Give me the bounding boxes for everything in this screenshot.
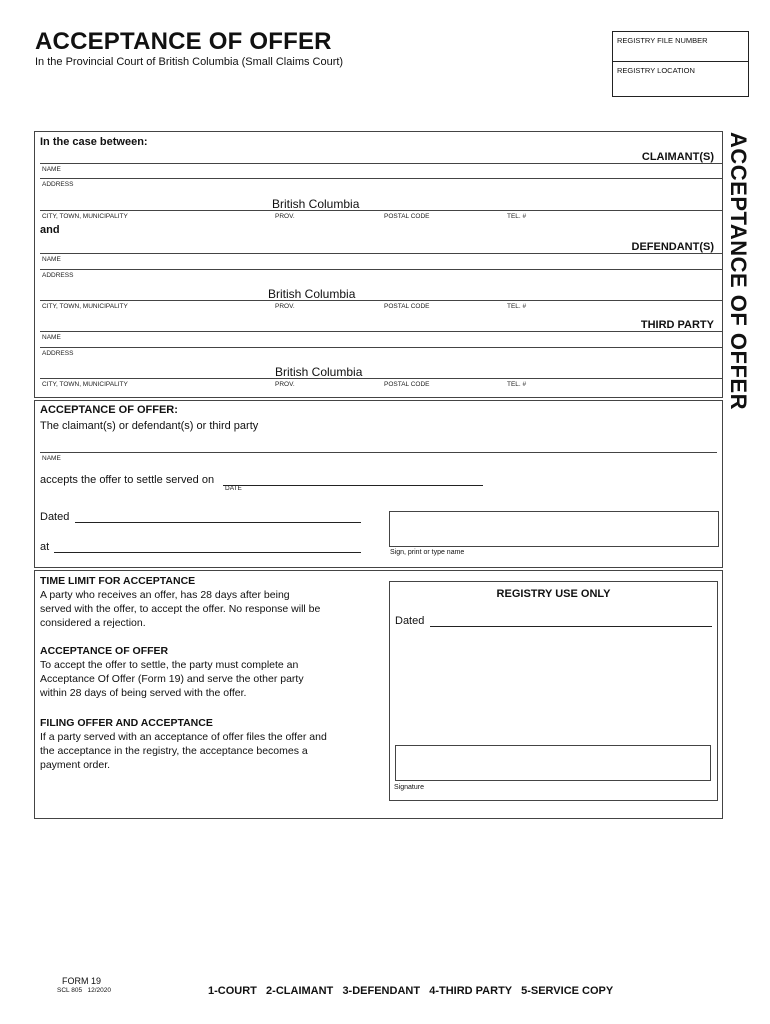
acceptance-info-heading: ACCEPTANCE OF OFFER xyxy=(40,645,169,657)
defendant-postal-label: POSTAL CODE xyxy=(384,303,430,310)
time-limit-line-1: A party who receives an offer, has 28 days after being xyxy=(40,589,290,601)
case-between-label: In the case between: xyxy=(40,136,148,148)
claimant-address-field[interactable] xyxy=(40,178,722,179)
dated-label: Dated xyxy=(40,511,70,523)
registry-file-number-field[interactable] xyxy=(612,31,749,63)
claimant-province-value: British Columbia xyxy=(272,197,360,211)
third-party-name-label: NAME xyxy=(42,334,61,341)
claimant-city-field[interactable] xyxy=(40,210,722,211)
time-limit-heading: TIME LIMIT FOR ACCEPTANCE xyxy=(40,575,196,587)
acceptance-intro: The claimant(s) or defendant(s) or third party xyxy=(40,420,259,432)
claimant-prov-label: PROV. xyxy=(275,213,295,220)
defendant-name-label: NAME xyxy=(42,256,61,263)
filing-line-3: payment order. xyxy=(40,759,111,771)
registry-use-box xyxy=(389,581,718,801)
claimant-name-field[interactable] xyxy=(40,163,722,164)
filing-heading: FILING OFFER AND ACCEPTANCE xyxy=(40,717,213,729)
filing-line-1: If a party served with an acceptance of offer files the offer and xyxy=(40,731,327,743)
third-party-province-value: British Columbia xyxy=(275,365,363,379)
served-date-field[interactable] xyxy=(223,485,483,486)
third-party-name-field[interactable] xyxy=(40,331,722,332)
registry-dated-label: Dated xyxy=(395,615,425,627)
at-label: at xyxy=(40,541,50,553)
claimant-tel-label: TEL. # xyxy=(507,213,527,220)
claimant-name-label: NAME xyxy=(42,166,61,173)
claimant-postal-label: POSTAL CODE xyxy=(384,213,430,220)
acceptance-heading: ACCEPTANCE OF OFFER: xyxy=(40,404,178,416)
third-party-tel-label: TEL. # xyxy=(507,381,527,388)
registry-location-field[interactable] xyxy=(612,61,749,97)
filing-line-2: the acceptance in the registry, the acceptance becomes a xyxy=(40,745,308,757)
sign-label: Sign, print or type name xyxy=(390,549,465,556)
dated-field[interactable] xyxy=(75,522,361,523)
third-party-prov-label: PROV. xyxy=(275,381,295,388)
acceptance-name-label: NAME xyxy=(42,455,61,462)
time-limit-line-2: served with the offer, to accept the offer. No response will be xyxy=(40,603,321,615)
form-code: SCL 805 12/2020 xyxy=(57,987,111,994)
registry-file-number-label: REGISTRY FILE NUMBER xyxy=(617,36,708,45)
at-field[interactable] xyxy=(54,552,361,553)
defendant-city-field[interactable] xyxy=(40,300,722,301)
third-party-address-field[interactable] xyxy=(40,347,722,348)
acceptance-info-line-3: within 28 days of being served with the offer. xyxy=(40,687,247,699)
acceptance-info-line-2: Acceptance Of Offer (Form 19) and serve the other party xyxy=(40,673,304,685)
side-title: ACCEPTANCE OF OFFER xyxy=(726,132,751,410)
defendant-province-value: British Columbia xyxy=(268,287,356,301)
claimant-label: CLAIMANT(S) xyxy=(641,151,714,163)
claimant-city-label: CITY, TOWN, MUNICIPALITY xyxy=(42,213,128,220)
page-subtitle: In the Provincial Court of British Columbia (Small Claims Court) xyxy=(35,56,344,68)
served-date-label: DATE xyxy=(225,485,242,492)
registry-signature-box[interactable] xyxy=(395,745,711,781)
copy-distribution: 1-COURT 2-CLAIMANT 3-DEFENDANT 4-THIRD PARTY 5-SERVICE COPY xyxy=(208,985,614,997)
acceptance-name-field[interactable] xyxy=(40,452,717,453)
registry-location-label: REGISTRY LOCATION xyxy=(617,66,695,75)
third-party-postal-label: POSTAL CODE xyxy=(384,381,430,388)
defendant-label: DEFENDANT(S) xyxy=(631,241,714,253)
defendant-address-field[interactable] xyxy=(40,269,722,270)
third-party-city-label: CITY, TOWN, MUNICIPALITY xyxy=(42,381,128,388)
parties-section xyxy=(34,131,723,398)
third-party-label: THIRD PARTY xyxy=(640,319,714,331)
registry-signature-label: Signature xyxy=(394,784,424,791)
third-party-city-field[interactable] xyxy=(40,378,722,379)
registry-dated-field[interactable] xyxy=(430,626,712,627)
page-title: ACCEPTANCE OF OFFER xyxy=(35,28,332,55)
acceptance-section xyxy=(34,400,723,568)
defendant-address-label: ADDRESS xyxy=(42,272,74,279)
and-label: and xyxy=(40,224,60,236)
claimant-address-label: ADDRESS xyxy=(42,181,74,188)
defendant-prov-label: PROV. xyxy=(275,303,295,310)
info-section xyxy=(34,570,723,819)
defendant-city-label: CITY, TOWN, MUNICIPALITY xyxy=(42,303,128,310)
third-party-address-label: ADDRESS xyxy=(42,350,74,357)
accepts-text: accepts the offer to settle served on xyxy=(40,474,215,486)
defendant-name-field[interactable] xyxy=(40,253,722,254)
acceptance-info-line-1: To accept the offer to settle, the party must complete an xyxy=(40,659,299,671)
signature-box[interactable] xyxy=(389,511,719,547)
defendant-tel-label: TEL. # xyxy=(507,303,527,310)
time-limit-line-3: considered a rejection. xyxy=(40,617,146,629)
form-number: FORM 19 xyxy=(62,976,102,986)
registry-use-heading: REGISTRY USE ONLY xyxy=(496,588,611,600)
